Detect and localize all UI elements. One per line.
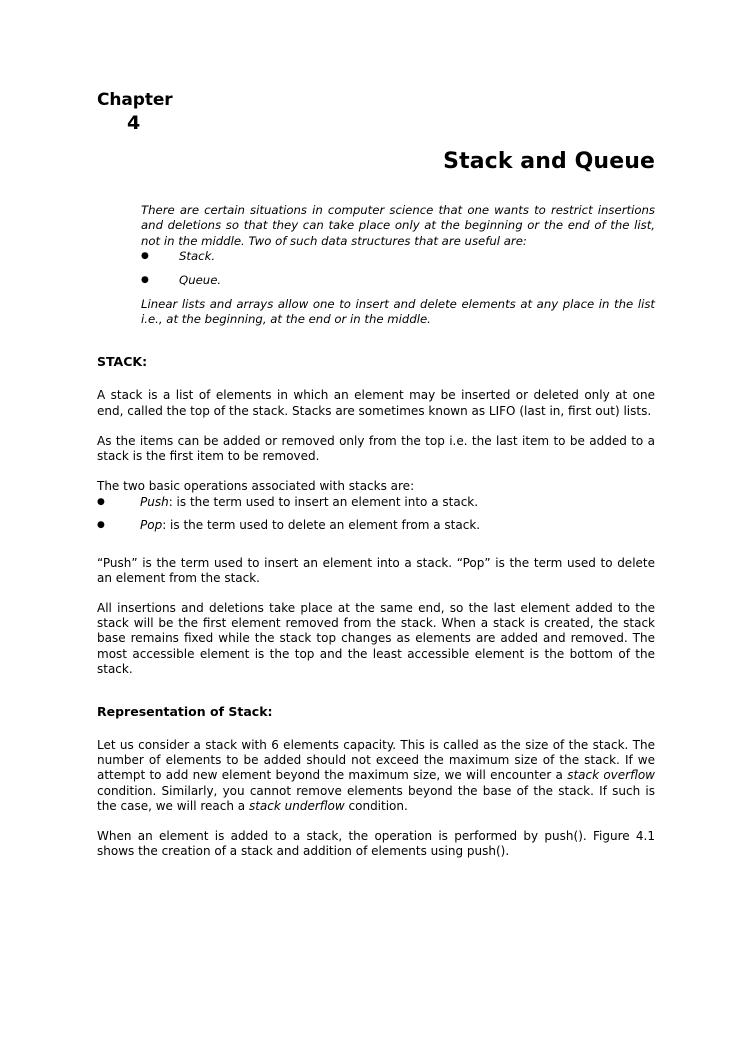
intro-paragraph: There are certain situations in computer science that one wants to restrict insertions and deletions so that they can take place only at the beginning or the end of the list, not in the middle. Two of such data structures that are useful are: (141, 203, 655, 248)
spacer (97, 814, 655, 829)
text-run: condition. Similarly, you cannot remove elements beyond the base of the stack. If such is the case, we will reach a (97, 783, 655, 813)
section-heading-stack: STACK: (97, 354, 148, 370)
list-item (141, 273, 655, 288)
spacer (97, 370, 655, 388)
bullet-icon: ● (97, 519, 105, 530)
stack-paragraph-3: The two basic operations associated with stacks are: (97, 479, 415, 494)
list-item (97, 495, 655, 510)
chapter-label: Chapter (97, 90, 173, 110)
list-item (97, 518, 655, 533)
spacer (97, 419, 655, 434)
chapter-header (97, 90, 655, 135)
text-run: condition. (344, 798, 408, 813)
list-item (141, 249, 655, 264)
intro-closing-paragraph: Linear lists and arrays allow one to insert and delete elements at any place in the list i.e., at the beginning, at the end or in the middle. (141, 296, 655, 327)
document-body (97, 203, 655, 859)
operation-description: : is the term used to delete an element from a stack. (162, 517, 481, 532)
stack-paragraph-2: As the items can be added or removed only from the top i.e. the last item to be added to a stack is the first item to be removed. (97, 433, 655, 464)
list-item-label: Stack. (179, 248, 216, 263)
chapter-number: 4 (127, 112, 141, 134)
spacer (97, 720, 655, 738)
text-run: Let us consider a stack with 6 elements capacity. This is called as the size of the stack. The number of elements to be added should not exceed the maximum size of the stack. If we attempt to add new element beyond the maximum size, we will encounter a (97, 737, 655, 783)
section-heading-representation: Representation of Stack: (97, 703, 273, 719)
list-item-label (140, 495, 655, 510)
representation-paragraph-2: When an element is added to a stack, the operation is performed by push(). Figure 4.1 shows the creation of a stack and addition of elements using push(). (97, 828, 655, 859)
list-item-label (140, 518, 655, 533)
stack-paragraph-1: A stack is a list of elements in which an element may be inserted or deleted only at one end, called the top of the stack. Stacks are sometimes known as LIFO (last in, first out) lists. (97, 388, 655, 418)
stack-paragraph-5: All insertions and deletions take place at the same end, so the last element added to the stack will be the first element removed from the stack. When a stack is created, the stack base remains fixed while the stack top changes as elements are added and removed. The most accessible element is the top and the least accessible element is the bottom of the stack. (97, 600, 655, 676)
operation-term: Push (140, 494, 169, 509)
term-stack-underflow: stack underflow (248, 798, 345, 813)
operation-description: : is the term used to insert an element into a stack. (168, 494, 479, 509)
spacer (97, 327, 655, 354)
intro-bullet-list (141, 249, 655, 288)
bullet-icon: ● (141, 250, 149, 261)
spacer (97, 464, 655, 479)
list-item-label: Queue. (179, 272, 222, 287)
bullet-icon: ● (97, 496, 105, 507)
page-title: Stack and Queue (443, 149, 655, 174)
intro-block (141, 203, 655, 327)
term-stack-overflow: stack overflow (567, 768, 655, 783)
spacer (97, 677, 655, 704)
representation-paragraph-1 (97, 738, 655, 814)
stack-paragraph-4: “Push” is the term used to insert an element into a stack. “Pop” is the term used to delete an element from the stack. (97, 555, 655, 585)
operations-bullet-list (97, 495, 655, 533)
operation-term: Pop (140, 517, 163, 532)
spacer (97, 586, 655, 601)
spacer (97, 541, 655, 556)
bullet-icon: ● (141, 274, 149, 285)
